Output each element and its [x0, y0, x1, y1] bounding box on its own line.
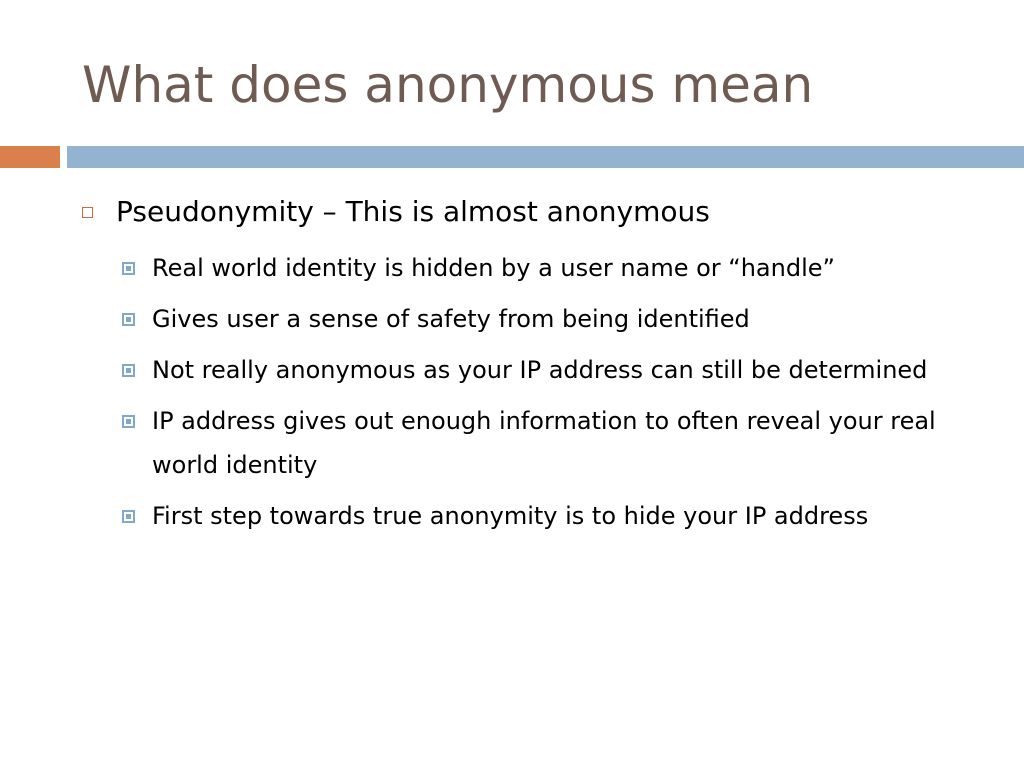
framed-square-icon	[122, 262, 135, 275]
slide-title: What does anonymous mean	[82, 56, 814, 114]
sub-bullet-text: First step towards true anonymity is to hide your IP address	[152, 502, 869, 530]
sub-bullet-text: Real world identity is hidden by a user name or “handle”	[152, 254, 835, 282]
title-underline-bar	[67, 146, 1024, 168]
sub-bullet	[122, 494, 982, 538]
sub-bullet	[122, 297, 982, 341]
framed-square-icon	[122, 415, 135, 428]
sub-bullet	[122, 399, 982, 487]
sub-bullet	[122, 246, 982, 290]
sub-bullet	[122, 348, 982, 392]
framed-square-icon	[122, 510, 135, 523]
sub-bullet-text: Not really anonymous as your IP address can still be determined	[152, 356, 928, 384]
sub-bullet-text: IP address gives out enough information to often reveal your real world identity	[152, 407, 936, 479]
sub-bullet-list	[122, 246, 982, 545]
sub-bullet-text: Gives user a sense of safety from being identified	[152, 305, 750, 333]
framed-square-icon	[122, 313, 135, 326]
accent-bar	[0, 146, 60, 168]
level1-bullet-text: Pseudonymity – This is almost anonymous	[116, 195, 710, 228]
hollow-square-icon	[82, 207, 93, 218]
framed-square-icon	[122, 364, 135, 377]
